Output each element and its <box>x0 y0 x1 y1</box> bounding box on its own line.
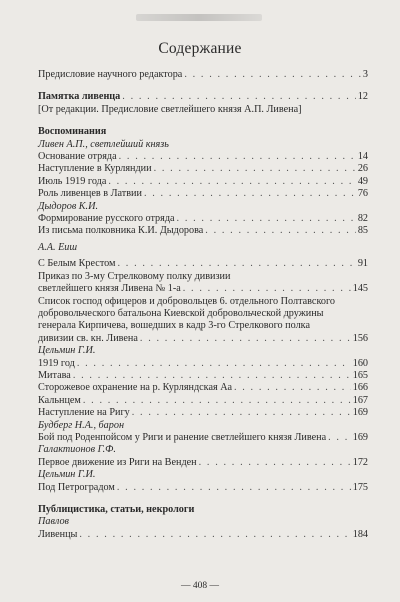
table-of-contents <box>38 69 368 541</box>
dot-leader <box>328 432 351 444</box>
author-name: Цельмин Г.И. <box>38 469 96 481</box>
author-name: Галактионов Г.Ф. <box>38 444 116 456</box>
dot-leader <box>140 333 351 345</box>
toc-entry: 1919 год . . . 160 <box>38 358 368 370</box>
toc-entry: Предисловие научного редактора . . . 3 <box>38 69 368 81</box>
dot-leader <box>73 370 351 382</box>
dot-leader <box>154 163 356 175</box>
toc-entry-line: Список господ офицеров и добровольцев 6. отдельного Полтавского <box>38 295 335 307</box>
author-name: Будберг Н.А., барон <box>38 419 125 431</box>
toc-entry: Формирование русского отряда . . . 82 <box>38 213 368 225</box>
toc-entry: Роль ливенцев в Латвии . . . 76 <box>38 188 368 200</box>
dot-leader <box>77 358 351 370</box>
dot-leader <box>184 69 361 81</box>
author-name: Цельмин Г.И. <box>38 345 96 357</box>
toc-entry: Основание отряда . . . 14 <box>38 151 368 163</box>
page-number: — 408 — <box>181 581 219 591</box>
toc-entry: Из письма полковника К.И. Дыдорова . . . 85 <box>38 225 368 237</box>
dot-leader <box>108 176 355 188</box>
author-name: Ливен А.П., светлейший князь <box>38 138 169 150</box>
dot-leader <box>132 407 351 419</box>
editorial-note: [От редакции. Предисловие светлейшего князя А.П. Ливена] <box>38 103 302 115</box>
toc-entry-line: добровольческого батальона Киевской добровольческой дружины <box>38 307 324 319</box>
section-header-memoirs: Воспоминания <box>38 126 107 138</box>
toc-entry-line: генерала Кирпичева, вошедших в кадр 3-го Стрелкового полка <box>38 320 310 332</box>
toc-entry: Ливенцы . . . 184 <box>38 529 368 541</box>
toc-entry: Кальнцем . . . 167 <box>38 395 368 407</box>
dot-leader <box>119 151 356 163</box>
toc-entry: Бой под Роденпойсом у Риги и ранение светлейшего князя Ливена . . . 169 <box>38 432 368 444</box>
toc-entry: Наступление на Ригу . . . 169 <box>38 407 368 419</box>
toc-entry: Наступление в Курляндии . . . 26 <box>38 163 368 175</box>
dot-leader <box>118 258 356 270</box>
section-header-publicistics: Публицистика, статьи, некрологи <box>38 504 195 515</box>
running-header-smudge <box>136 14 262 21</box>
toc-entry: Митава . . . 165 <box>38 370 368 382</box>
dot-leader <box>205 225 356 237</box>
dot-leader <box>79 529 350 541</box>
toc-entry: Первое движение из Риги на Венден . . . 172 <box>38 457 368 469</box>
toc-entry: дивизии св. кн. Ливена . . . 156 <box>38 333 368 345</box>
author-name: А.А. Еиш <box>38 241 78 253</box>
dot-leader <box>234 382 351 394</box>
dot-leader <box>183 283 351 295</box>
author-name: Дыдоров К.И. <box>38 200 99 212</box>
toc-entry: С Белым Крестом . . . 91 <box>38 258 368 270</box>
toc-entry: Под Петроградом . . . 175 <box>38 482 368 494</box>
toc-entry-line: Приказ по 3-му Стрелковому полку дивизии <box>38 270 231 282</box>
toc-entry: Июль 1919 года . . . 49 <box>38 176 368 188</box>
dot-leader <box>83 395 351 407</box>
dot-leader <box>122 91 356 103</box>
toc-entry: светлейшего князя Ливена № 1-а . . . 145 <box>38 283 368 295</box>
dot-leader <box>144 188 356 200</box>
page-title: Содержание <box>158 40 242 57</box>
author-name: Павлов <box>38 516 69 528</box>
dot-leader <box>199 457 351 469</box>
toc-section-entry: Памятка ливенца . . . 12 <box>38 91 368 103</box>
toc-entry: Сторожевое охранение на р. Курляндская Аа . . . 166 <box>38 382 368 394</box>
dot-leader <box>177 213 356 225</box>
dot-leader <box>117 482 351 494</box>
